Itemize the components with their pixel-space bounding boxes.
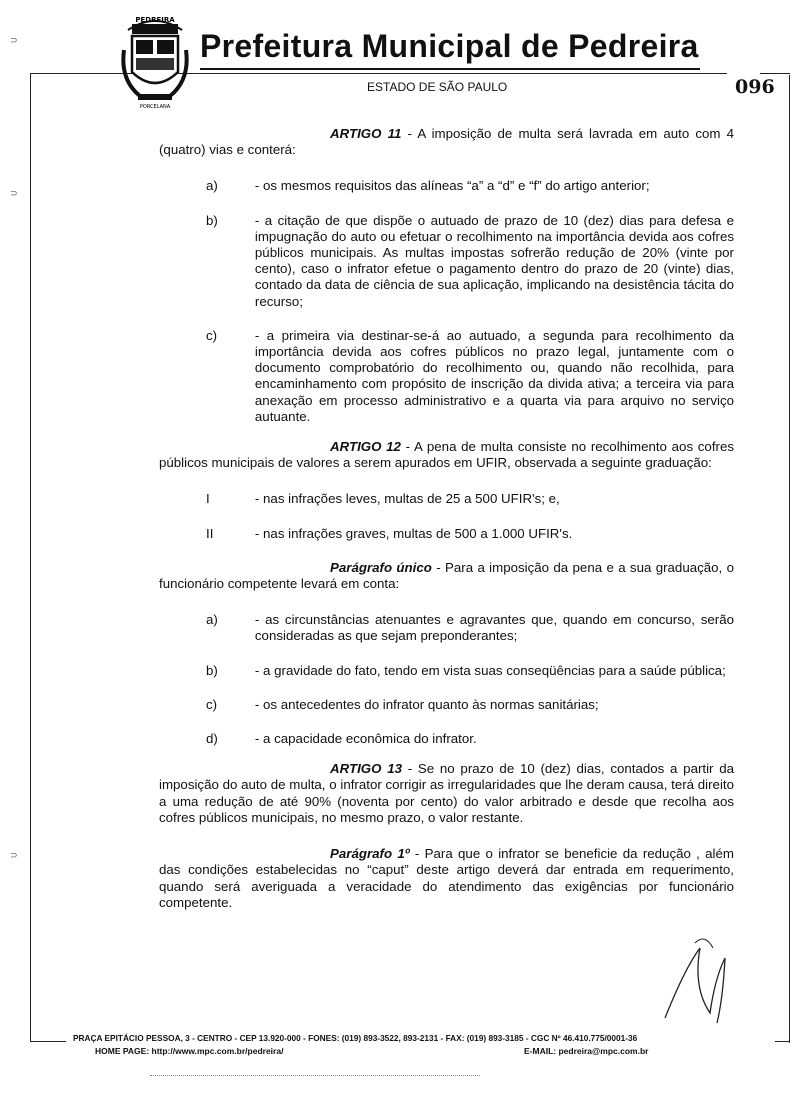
list-item (159, 663, 734, 679)
footer-address: PRAÇA EPITÁCIO PESSOA, 3 - CENTRO - CEP 13.920-000 - FONES: (019) 893-3522, 893-2131 - FAX: (019) 893-3185 - CGC Nº 46.410.775/0001-36 (73, 1033, 638, 1043)
crest-top-text: PEDREIRA (135, 16, 175, 24)
paragraph-1 (159, 846, 734, 911)
item-text: - as circunstâncias atenuantes e agravantes que, quando em concurso, serão consideradas as que sejam preponderantes; (254, 612, 734, 644)
paragraph-label: Parágrafo único (330, 559, 432, 575)
page-number: 096 (735, 76, 775, 98)
page-border-right (789, 75, 790, 1043)
item-text: - a capacidade econômica do infrator. (254, 731, 477, 747)
article-13-text (159, 761, 734, 826)
page-border-left (30, 73, 31, 1041)
article-11 (159, 126, 734, 158)
item-text: - os mesmos requisitos das alíneas “a” a “d” e “f” do artigo anterior; (254, 178, 650, 194)
article-label: ARTIGO 12 (330, 439, 401, 455)
article-label: ARTIGO 11 (330, 126, 402, 141)
item-marker: II (206, 525, 214, 541)
article-12-intro (159, 439, 734, 471)
item-marker: a) (206, 612, 218, 628)
article-11-intro (159, 126, 734, 158)
footer-homepage[interactable]: HOME PAGE: http://www.mpc.com.br/pedreira/ (95, 1046, 284, 1056)
paragraph-unico (159, 560, 734, 592)
paragraph-1-text (159, 846, 734, 911)
article-label: ARTIGO 13 (330, 761, 402, 777)
item-marker: d) (206, 731, 218, 747)
item-text: - a citação de que dispõe o autuado de prazo de 10 (dez) dias para defesa e impugnação do auto ou efetuar o recolhimento na importância devida aos cofres públicos municipais. As multas impostas sofrerão redução de 20% (vinte por cento), caso o infrator efetue o pagamento dentro do prazo de 20 (vinte) dias, contado da data de ciência de sua aplicação, implicando na desistência tácita do recurso; (254, 212, 734, 309)
item-text: - nas infrações leves, multas de 25 a 500 UFIR's; e, (254, 491, 560, 507)
paragraph-unico-intro (159, 560, 734, 592)
state-subtitle: ESTADO DE SÃO PAULO (367, 80, 508, 94)
item-marker: c) (206, 696, 218, 712)
punch-mark: ⊃ (10, 850, 18, 860)
municipal-crest-icon (118, 10, 192, 118)
signature-icon (655, 928, 735, 1028)
item-text: - a gravidade do fato, tendo em vista suas conseqüências para a saúde pública; (254, 662, 726, 678)
list-item (159, 328, 734, 425)
list-item (159, 213, 734, 310)
article-text: - A pena de multa consiste no recolhimento aos cofres públicos municipais de valores a serem apurados em UFIR, observada a seguinte graduação: (159, 439, 734, 471)
page-border-top-right (760, 73, 790, 74)
list-item (159, 526, 734, 542)
page-title: Prefeitura Municipal de Pedreira (200, 28, 699, 64)
item-marker: c) (206, 327, 218, 343)
paragraph-text: - Para a imposição da pena e a sua graduação, o funcionário competente levará em conta: (159, 559, 734, 592)
title-underline (200, 68, 700, 70)
item-marker: b) (206, 662, 218, 678)
item-text: - os antecedentes do infrator quanto às normas sanitárias; (254, 696, 599, 712)
page-border-bottom-right (775, 1041, 790, 1042)
paragraph-label: Parágrafo 1º (330, 846, 410, 862)
item-marker: b) (206, 212, 218, 228)
item-marker: a) (206, 178, 218, 194)
paragraph-text: - Para que o infrator se beneficie da redução , além das condições estabelecidas no “caput” deste artigo deverá dar entrada em requerimento, quando será averiguada a veracidade do atendimento das exigências por funcionário competente. (159, 846, 734, 910)
list-item (159, 491, 734, 507)
list-item (159, 612, 734, 644)
article-text: - A imposição de multa será lavrada em auto com 4 (quatro) vias e conterá: (159, 126, 734, 158)
punch-mark: ⊃ (10, 188, 18, 198)
document-body (159, 126, 734, 931)
footer-email[interactable]: E-MAIL: pedreira@mpc.com.br (524, 1046, 649, 1056)
page-border-bottom-left (30, 1041, 66, 1042)
article-12 (159, 439, 734, 471)
list-item (159, 697, 734, 713)
scan-noise-line (150, 1075, 480, 1076)
article-13 (159, 761, 734, 826)
crest-bottom-text: PORCELANA (139, 104, 171, 110)
list-item (159, 178, 734, 194)
item-text: - nas infrações graves, multas de 500 a 1.000 UFIR's. (254, 525, 573, 541)
item-marker: I (206, 491, 210, 507)
article-text: - Se no prazo de 10 (dez) dias, contados a partir da imposição do auto de multa, o infrator corrigir as irregularidades que lhe deram causa, terá direito a uma redução de até 90% (noventa por cento) do valor arbitrado e desde que recolha aos cofres públicos municipais, no mesmo prazo, o valor restante. (159, 761, 735, 825)
list-item (159, 731, 734, 747)
punch-mark: ⊃ (10, 35, 18, 45)
item-text: - a primeira via destinar-se-á ao autuado, a segunda para recolhimento da importância devida aos cofres públicos no prazo legal, juntamente com o documento comprobatório do recolhimento ou, quando não recolhida, para encaminhamento com propósito de inscrição da divida ativa; a terceira via para anexação em processo administrativo e a quarta via para arquivo no serviço autuante. (254, 327, 734, 424)
